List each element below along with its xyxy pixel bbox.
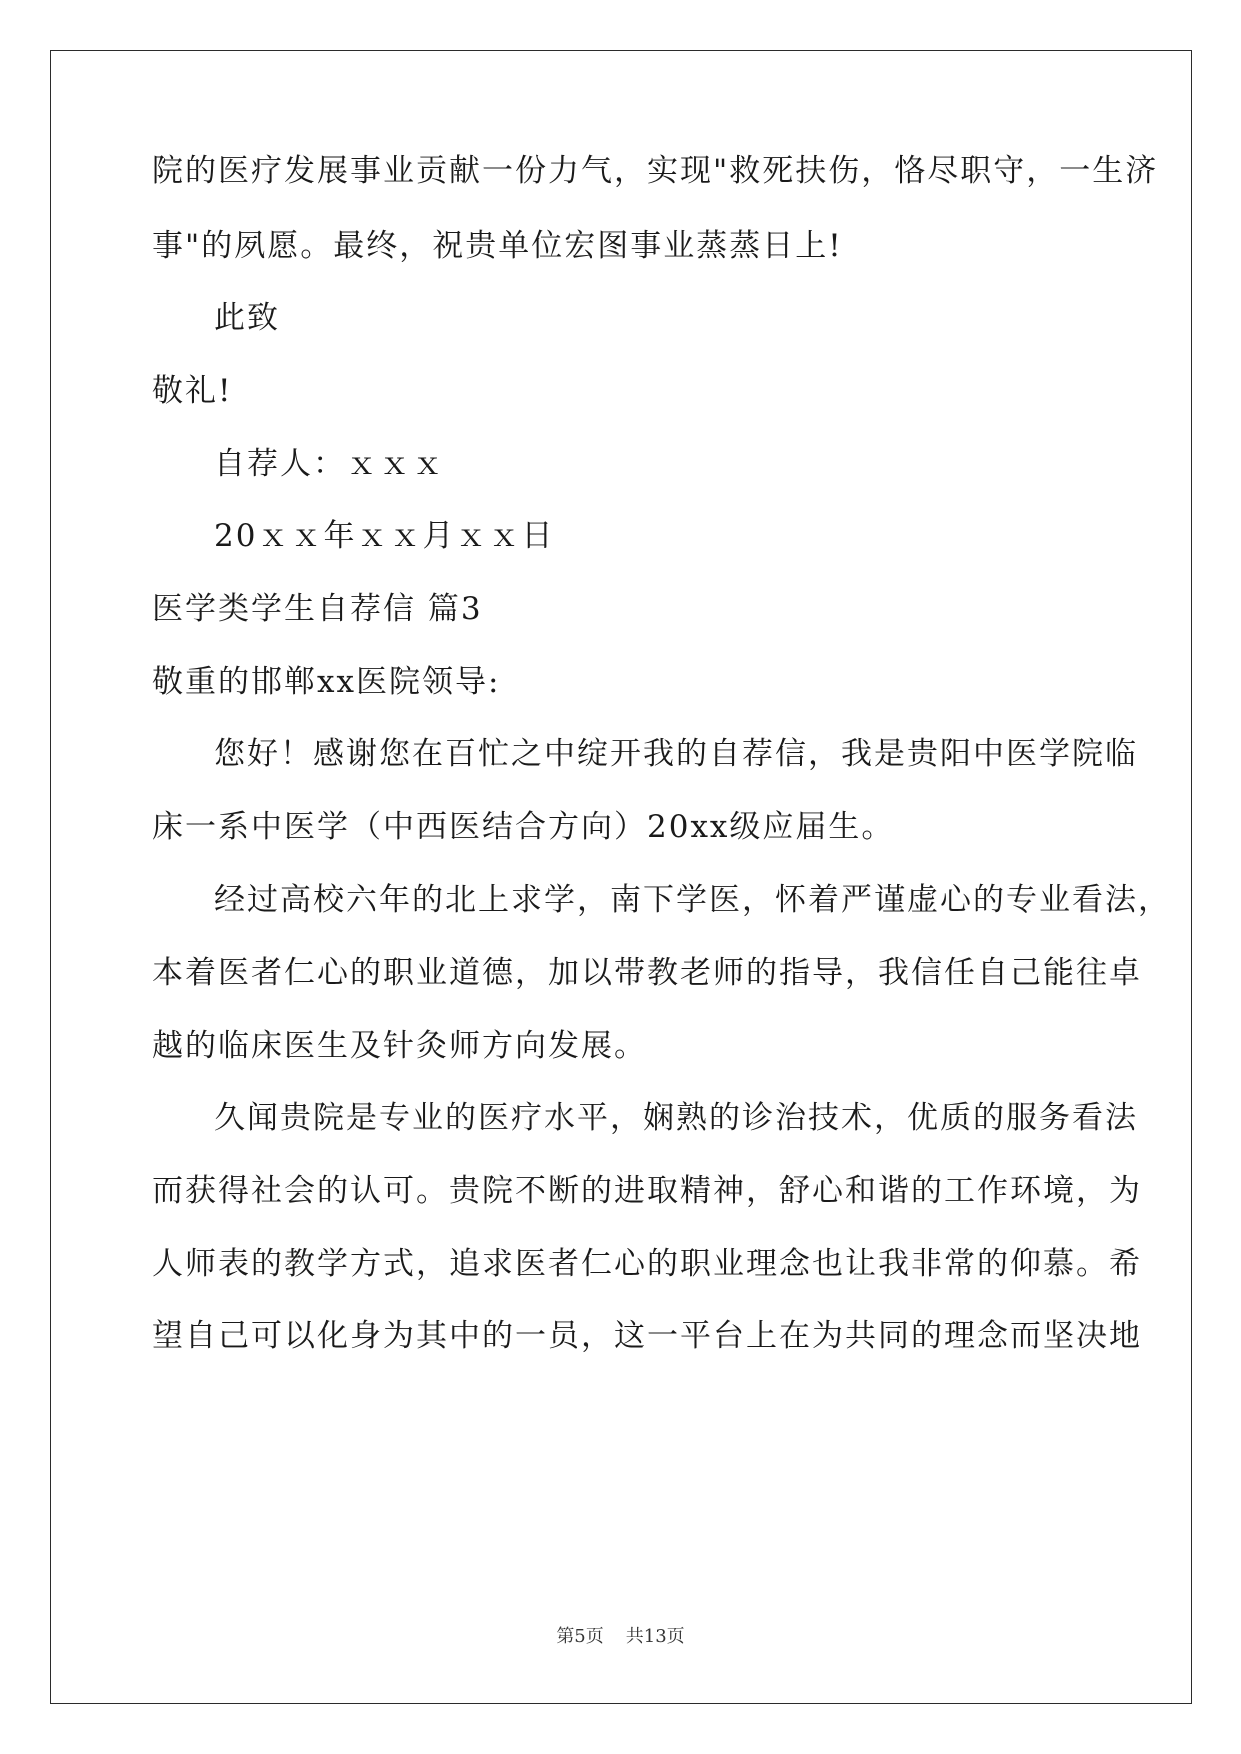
- body-text-line: 久闻贵院是专业的医疗水平，娴熟的诊治技术，优质的服务看法: [214, 1100, 1138, 1136]
- signature-line: 自荐人：ｘｘｘ: [214, 446, 445, 482]
- body-text-line: 您好！感谢您在百忙之中绽开我的自荐信，我是贵阳中医学院临: [214, 736, 1138, 772]
- closing-regards: 敬礼!: [152, 373, 233, 409]
- body-text-line: 越的临床医生及针灸师方向发展。: [152, 1028, 647, 1064]
- page-footer: [0, 1622, 1241, 1648]
- body-text-line: 事"的夙愿。最终，祝贵单位宏图事业蒸蒸日上!: [152, 228, 843, 264]
- body-text-line: 本着医者仁心的职业道德，加以带教老师的指导，我信任自己能往卓: [152, 955, 1142, 991]
- body-text-line: 人师表的教学方式，追求医者仁心的职业理念也让我非常的仰慕。希: [152, 1246, 1142, 1282]
- date-line: 20ｘｘ年ｘｘ月ｘｘ日: [214, 518, 555, 554]
- page-total: 共13页: [625, 1626, 685, 1647]
- page-number: 第5页: [556, 1626, 604, 1647]
- letter-greeting: 敬重的邯郸xx医院领导:: [152, 664, 501, 700]
- closing-salutation: 此致: [214, 300, 280, 336]
- body-text-line: 而获得社会的认可。贵院不断的进取精神，舒心和谐的工作环境，为: [152, 1173, 1142, 1209]
- body-text-line: 院的医疗发展事业贡献一份力气，实现"救死扶伤，恪尽职守，一生济: [152, 153, 1159, 189]
- body-text-line: 望自己可以化身为其中的一员，这一平台上在为共同的理念而坚决地: [152, 1318, 1142, 1354]
- body-text-line: 床一系中医学（中西医结合方向）20xx级应届生。: [152, 809, 895, 845]
- section-title: 医学类学生自荐信 篇3: [152, 591, 483, 627]
- body-text-line: 经过高校六年的北上求学，南下学医，怀着严谨虚心的专业看法，: [214, 882, 1171, 918]
